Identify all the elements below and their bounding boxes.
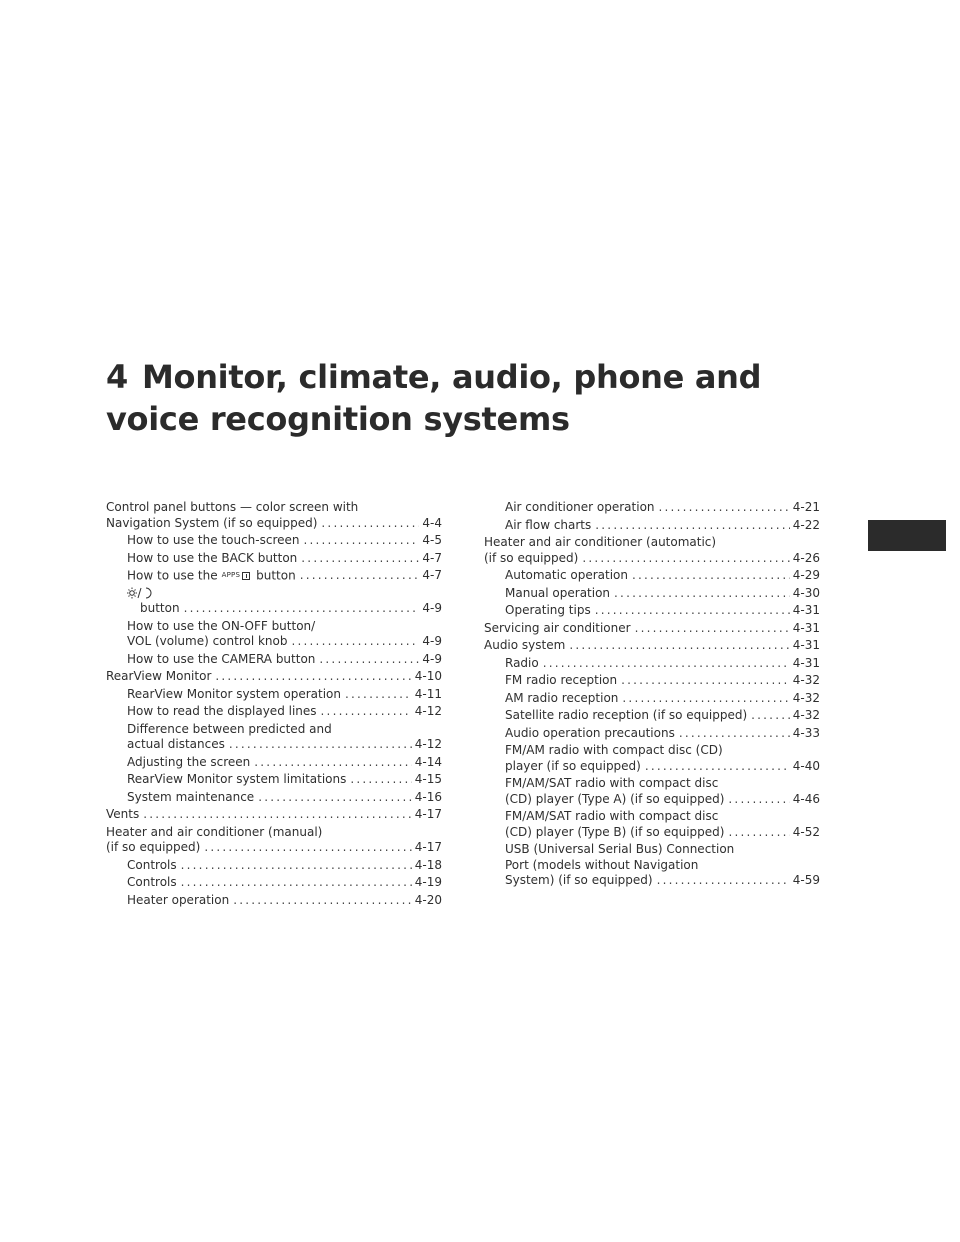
toc-page-number: 4-11: [414, 686, 442, 701]
toc-entry-text-line: FM/AM/SAT radio with compact disc: [505, 776, 719, 790]
toc-entry-title: player (if so equipped): [505, 758, 641, 773]
leader-dots: [345, 687, 412, 703]
sun-moon-brightness-icon: [127, 587, 153, 599]
toc-page-number: 4-52: [792, 824, 820, 839]
toc-entry-text-line: USB (Universal Serial Bus) Connection: [505, 842, 735, 856]
leader-dots: [181, 858, 412, 874]
toc-entry-text-line: Difference between predicted and: [127, 721, 332, 736]
toc-entry-title: RearView Monitor system limitations: [127, 772, 347, 787]
toc-entry[interactable]: [484, 535, 820, 566]
leader-dots: [728, 792, 789, 808]
toc-entry-title: System maintenance: [127, 789, 255, 804]
toc-page-number: 4-18: [414, 857, 442, 872]
toc-page-number: 4-40: [792, 758, 820, 773]
toc-entry-title: Controls: [127, 857, 177, 872]
toc-entry[interactable]: [106, 772, 442, 788]
toc-entry-text-line: Heater and air conditioner (manual): [106, 824, 323, 839]
toc-entry[interactable]: [484, 586, 820, 602]
toc-page-number: 4-10: [414, 669, 442, 684]
toc-entry-title: Vents: [106, 807, 140, 822]
leader-dots: [215, 669, 411, 685]
toc-entry[interactable]: [106, 755, 442, 771]
toc-entry[interactable]: [106, 687, 442, 703]
toc-entry[interactable]: [106, 722, 442, 753]
toc-page-number: 4-12: [414, 737, 442, 752]
toc-page-number: 4-31: [792, 655, 820, 670]
toc-entry[interactable]: [484, 743, 820, 774]
chapter-title-line-2: voice recognition systems: [106, 400, 570, 438]
toc-entry-title: Manual operation: [505, 585, 611, 600]
toc-entry-title: Air flow charts: [505, 517, 592, 532]
toc-page-number: 4-29: [792, 568, 820, 582]
leader-dots: [184, 601, 420, 617]
toc-entry[interactable]: [484, 603, 820, 619]
toc-entry-title: Air conditioner operation: [505, 500, 655, 514]
toc-entry-title: Audio system: [484, 638, 566, 652]
leader-dots: [569, 638, 789, 654]
toc-page-number: 4-9: [422, 634, 442, 649]
toc-entry-title: (CD) player (Type A) (if so equipped): [505, 791, 725, 806]
toc-entry[interactable]: [106, 500, 442, 531]
leader-dots: [204, 840, 411, 856]
toc-entry[interactable]: [106, 568, 442, 584]
toc-page-number: 4-17: [414, 807, 442, 822]
toc-entry-title: (if so equipped): [484, 550, 579, 565]
toc-entry-title: RearView Monitor: [106, 669, 212, 684]
toc-entry-title: System) (if so equipped): [505, 873, 653, 887]
chapter-number: 4: [106, 358, 128, 396]
toc-page-number: 4-12: [414, 704, 442, 719]
toc-entry-title: Operating tips: [505, 603, 591, 617]
toc-page-number: 4-59: [792, 873, 820, 887]
toc-entry-title: VOL (volume) control knob: [127, 634, 288, 649]
toc-entry[interactable]: [484, 656, 820, 672]
toc-entry[interactable]: [484, 500, 820, 516]
toc-entry-title: RearView Monitor system operation: [127, 686, 342, 701]
toc-entry[interactable]: [106, 652, 442, 668]
toc-page-number: 4-15: [414, 772, 442, 787]
toc-entry[interactable]: [106, 533, 442, 549]
leader-dots: [301, 551, 419, 567]
toc-entry-title-end: button: [256, 568, 296, 583]
toc-entry[interactable]: [106, 825, 442, 856]
toc-entry[interactable]: [106, 586, 442, 617]
leader-dots: [595, 518, 789, 534]
leader-dots: [254, 755, 411, 771]
leader-dots: [621, 673, 790, 689]
toc-page-number: 4-5: [422, 533, 442, 547]
toc-entry[interactable]: [484, 621, 820, 637]
toc-page-number: 4-20: [414, 892, 442, 907]
leader-dots: [319, 652, 419, 668]
toc-entry-title: button: [140, 601, 180, 616]
toc-entry[interactable]: [484, 673, 820, 689]
leader-dots: [229, 737, 412, 753]
toc-entry[interactable]: [484, 842, 820, 889]
toc-page-number: 4-26: [792, 550, 820, 565]
toc-entry[interactable]: [484, 518, 820, 534]
toc-entry[interactable]: [484, 809, 820, 840]
leader-dots: [304, 533, 420, 549]
toc-entry-title: Adjusting the screen: [127, 754, 251, 769]
chapter-title-text-1: Monitor, climate, audio, phone and: [141, 358, 762, 396]
toc-page-number: 4-33: [792, 725, 820, 740]
toc-page-number: 4-32: [792, 673, 820, 687]
leader-dots: [595, 603, 790, 619]
toc-entry-text-line: FM/AM/SAT radio with compact disc: [505, 809, 719, 823]
toc-entry-text-line: Control panel buttons — color screen with: [106, 500, 359, 514]
toc-entry-title: Navigation System (if so equipped): [106, 515, 318, 530]
toc-entry-title: Servicing air conditioner: [484, 620, 631, 635]
chapter-title: [106, 356, 866, 440]
toc-entry-title: actual distances: [127, 737, 225, 752]
leader-dots: [751, 708, 790, 724]
leader-dots: [258, 790, 412, 806]
toc-page-number: 4-7: [422, 568, 442, 583]
leader-dots: [728, 825, 789, 841]
toc-page-number: 4-22: [792, 517, 820, 532]
toc-entry-icon-line: [127, 586, 442, 602]
toc-entry[interactable]: [106, 704, 442, 720]
toc-entry-title: FM radio reception: [505, 673, 618, 687]
toc-page-number: 4-19: [414, 875, 442, 890]
toc-entry-title: (CD) player (Type B) (if so equipped): [505, 824, 725, 839]
leader-dots: [321, 704, 412, 720]
toc-page-number: 4-9: [422, 651, 442, 666]
toc-entry[interactable]: [106, 858, 442, 874]
chapter-title-line-1: [106, 356, 866, 398]
toc-entry-title: (if so equipped): [106, 840, 201, 855]
toc-entry[interactable]: [484, 568, 820, 584]
leader-dots: [679, 726, 790, 742]
leader-dots: [659, 500, 790, 516]
leader-dots: [350, 772, 411, 788]
toc-entry[interactable]: [106, 551, 442, 567]
toc-entry[interactable]: [484, 691, 820, 707]
toc-page-number: 4-17: [414, 840, 442, 855]
toc-entry[interactable]: [484, 638, 820, 654]
toc-entry-title: Radio: [505, 655, 539, 670]
leader-dots: [292, 634, 420, 650]
leader-dots: [657, 873, 790, 889]
toc-entry[interactable]: [484, 708, 820, 724]
toc-entry-title: Heater operation: [127, 892, 230, 907]
toc-entry-text-line: Port (models without Navigation: [505, 857, 699, 872]
toc-entry[interactable]: [106, 807, 442, 823]
leader-dots: [233, 893, 412, 909]
leader-dots: [614, 586, 790, 602]
leader-dots: [582, 551, 789, 567]
toc-entry[interactable]: [484, 776, 820, 807]
toc-page-number: 4-31: [792, 620, 820, 635]
toc-page-number: 4-32: [792, 690, 820, 705]
chapter-tab-marker: [868, 520, 946, 551]
toc-entry-title: How to read the displayed lines: [127, 704, 317, 719]
toc-page-number: 4-16: [414, 789, 442, 804]
toc-page-number: 4-31: [792, 603, 820, 617]
toc-entry-text-line: How to use the ON-OFF button/: [127, 618, 316, 633]
toc-page-number: 4-7: [422, 550, 442, 565]
toc-entry[interactable]: [106, 893, 442, 909]
leader-dots: [143, 807, 412, 823]
toc-left-column: [106, 500, 442, 910]
toc-page-number: 4-4: [422, 515, 442, 530]
toc-page-number: 4-46: [792, 791, 820, 806]
toc-page-number: 4-32: [792, 708, 820, 722]
toc-entry-text-line: FM/AM radio with compact disc (CD): [505, 743, 723, 757]
apps-icon-label: APPS: [221, 571, 241, 579]
toc-entry[interactable]: [106, 790, 442, 806]
toc-page-number: 4-21: [792, 500, 820, 514]
toc-entry[interactable]: [484, 726, 820, 742]
leader-dots: [632, 568, 790, 584]
toc-page-number: 4-31: [792, 638, 820, 652]
toc-entry-text-line: Heater and air conditioner (automatic): [484, 535, 717, 549]
leader-dots: [543, 656, 790, 672]
toc-entry-title: Satellite radio reception (if so equipped): [505, 708, 748, 722]
toc-page-number: 4-9: [422, 601, 442, 616]
toc-page-number: 4-30: [792, 585, 820, 600]
toc-entry-title: How to use the BACK button: [127, 550, 298, 565]
toc-entry-title: Automatic operation: [505, 568, 628, 582]
toc-entry-title: How to use the CAMERA button: [127, 651, 316, 666]
apps-button-icon: [222, 568, 252, 584]
leader-dots: [645, 759, 790, 775]
leader-dots: [635, 621, 790, 637]
toc-right-column: [484, 500, 820, 891]
leader-dots: [622, 691, 789, 707]
toc-entry-title: How to use the touch-screen: [127, 533, 300, 547]
toc-entry[interactable]: [106, 875, 442, 891]
toc-entry[interactable]: [106, 619, 442, 650]
toc-entry-title: [127, 568, 296, 584]
leader-dots: [321, 516, 419, 532]
toc-page-number: 4-14: [414, 754, 442, 769]
toc-entry-title: Audio operation precautions: [505, 725, 675, 740]
leader-dots: [181, 875, 412, 891]
toc-entry-title: AM radio reception: [505, 690, 619, 705]
toc-entry-title: Controls: [127, 875, 177, 890]
leader-dots: [300, 568, 420, 584]
toc-entry-title-start: How to use the: [127, 568, 218, 583]
toc-entry[interactable]: [106, 669, 442, 685]
